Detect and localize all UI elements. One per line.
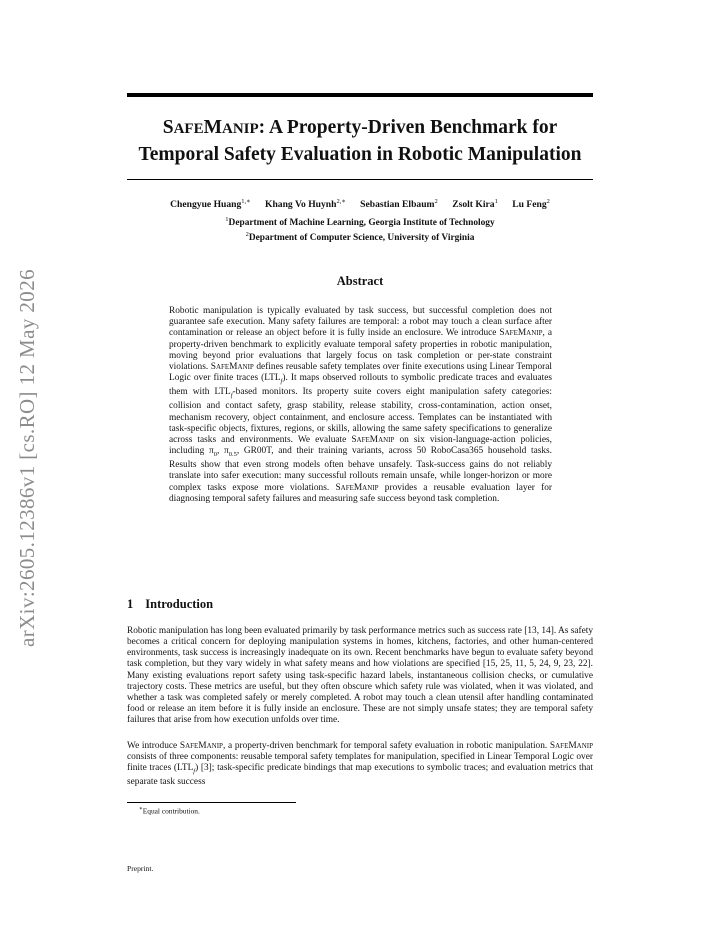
affiliation: $^2$Department of Computer Science, University of Virginia: [245, 231, 475, 244]
author-list: [110, 196, 610, 211]
footnote-rule: [127, 802, 296, 803]
author: Zsolt Kira$^1$: [452, 198, 498, 211]
section-heading: 1 Introduction: [127, 597, 214, 611]
benchmark-name: SafeManip: [210, 362, 254, 373]
title-name-cap1: S: [162, 117, 174, 138]
benchmark-name: SafeManip: [351, 434, 395, 445]
footnote: ∗Equal contribution.: [139, 806, 200, 816]
title-name-rest2: ANIP: [222, 121, 259, 137]
affiliation: $^1$Department of Machine Learning, Georgia Institute of Technology: [225, 216, 495, 229]
affiliations: [127, 214, 593, 244]
arxiv-identifier: arXiv:2605.12386v1 [cs.RO] 12 May 2026: [15, 269, 39, 647]
title-name-cap2: M: [203, 117, 222, 138]
title-line2: Temporal Safety Evaluation in Robotic Manipulation: [138, 144, 582, 165]
abstract-body: Robotic manipulation is typically evaluated by task success, but successful completion does not guarantee safe execution. Many safety failures are temporal: a robot may touch a clean surface after contamination or release an object before it is fully inside an enclosure. We introduce SafeManip, a property-driven benchmark to explicitly evaluate temporal safety properties in robotic manipulation, moving beyond prior evaluations that largely focus on task completion or per-state constraint violations. SafeManip defines reusable safety templates over finite executions using Linear Temporal Logic over finite traces $(LTL_f)$. It maps observed rollouts to symbolic predicate traces and evaluates them with $LTL_f$-based monitors. Its property suite covers eight manipulation safety categories: collision and contact safety, grasp stability, release stability, cross-contamination, action onset, mechanism recovery, object containment, and enclosure access. Templates can be instantiated with task-specific objects, fixtures, regions, or skills, allowing the same safety specifications to generalize across tasks and environments. We evaluate SafeManip on six vision-language-action policies, including $\pi_0$, $\pi_{0.5}$, GR00T, and their training variants, across 50 RoboCasa365 household tasks. Results show that even strong models often behave unsafely. Task-success gains do not reliably translate into safer execution: many successful rollouts remain unsafe, while longer-horizon or more complex tasks expose more violations. SafeManip provides a reusable evaluation layer for diagnosing temporal safety failures and measuring safe success beyond task completion.: [169, 306, 553, 504]
title-bottom-rule: [127, 179, 593, 180]
author: Khang Vo Huynh$^{2,∗}$: [265, 198, 346, 211]
benchmark-name: SafeManip: [335, 482, 379, 493]
author: Sebastian Elbaum$^2$: [360, 198, 438, 211]
intro-paragraph-2: We introduce SafeManip, a property-driven benchmark for temporal safety evaluation in robotic manipulation. SafeManip consists of three components: reusable temporal safety templates for manipulation, specified in Linear Temporal Logic over finite traces $(LTL_f)$ [3]; task-specific predicate bindings that map executions to symbolic traces; and evaluation metrics that separate task success: [127, 741, 593, 788]
benchmark-name: SafeManip: [179, 741, 223, 751]
preprint-label: Preprint.: [127, 864, 154, 873]
author: Chengyue Huang$^{1,∗}$: [170, 198, 251, 211]
benchmark-name: SafeManip: [549, 741, 593, 751]
author: Lu Feng$^2$: [512, 198, 550, 211]
abstract-heading: Abstract: [336, 274, 384, 288]
benchmark-name: SafeManip: [499, 328, 543, 339]
paper-title: [127, 115, 593, 167]
title-top-rule: [127, 93, 593, 97]
title-line1-rest: : A Property-Driven Benchmark for: [258, 117, 558, 138]
title-name-rest1: AFE: [173, 121, 204, 137]
intro-paragraph-1: Robotic manipulation has long been evaluated primarily by task performance metrics such as success rate [13, 14]. As safety becomes a critical concern for deploying manipulation systems in homes, kitchens, factories, and other human-centered environments, task success is increasingly inadequate on its own. Recent benchmarks have begun to evaluate safety beyond task completion, but they vary widely in what safety means and how violations are specified [15, 25, 11, 5, 24, 9, 23, 22]. Many existing evaluations report safety using task-specific hazard labels, instantaneous collision checks, or cumulative trajectory costs. These metrics are useful, but they often obscure which safety rule was violated, when it was violated, and whether a task was completed safely or merely completed. A robot may touch a clean utensil after handling contaminated food or release an item before it is fully inside an enclosure. These are not simply unsafe states; they are temporal safety failures that arise from how execution unfolds over time.: [127, 626, 594, 726]
